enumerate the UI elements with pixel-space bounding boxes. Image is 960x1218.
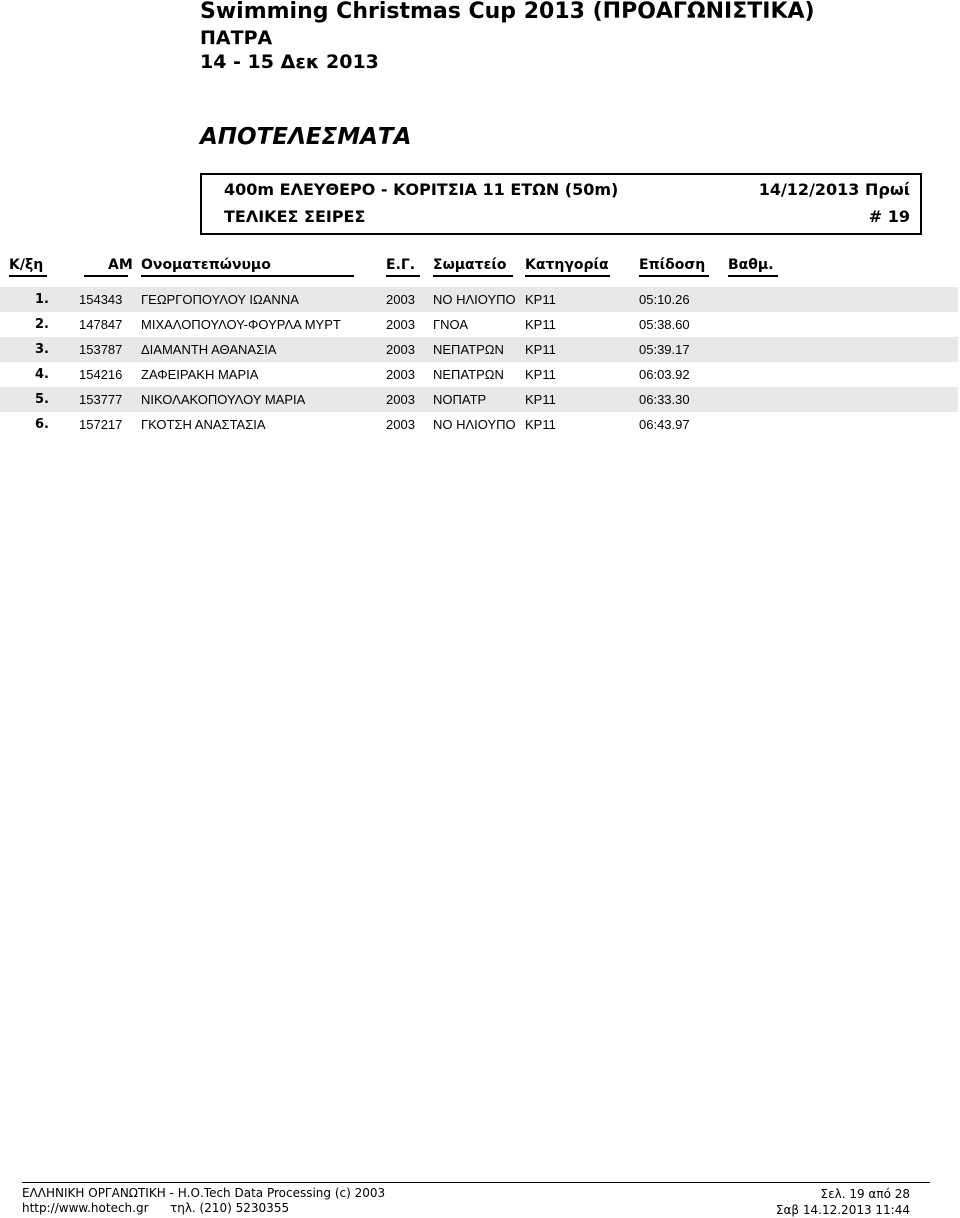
column-header-points: Βαθμ.	[728, 257, 774, 273]
event-round: ΤΕΛΙΚΕΣ ΣΕΙΡΕΣ	[224, 207, 366, 226]
event-number: # 19	[868, 207, 910, 226]
club-cell: ΝΟΠΑΤΡ	[433, 392, 487, 407]
column-underline	[639, 275, 709, 277]
time-cell: 05:38.60	[639, 317, 690, 332]
time-cell: 05:10.26	[639, 292, 690, 307]
column-header-birth-year: Ε.Γ.	[386, 257, 416, 273]
column-underline	[433, 275, 513, 277]
rank-cell: 5.	[35, 392, 49, 407]
am-cell: 153787	[79, 342, 123, 357]
am-cell: 154343	[79, 292, 123, 307]
table-row	[0, 412, 958, 437]
column-underline	[525, 275, 610, 277]
footer-divider	[22, 1182, 930, 1183]
footer-print-timestamp: Σαβ 14.12.2013 11:44	[775, 1203, 910, 1217]
footer-phone: τηλ. (210) 5230355	[170, 1201, 290, 1215]
name-cell: ΜΙΧΑΛΟΠΟΥΛΟΥ-ΦΟΥΡΛΑ ΜΥΡΤ	[141, 317, 341, 332]
column-header-am: ΑΜ	[108, 257, 133, 273]
event-date-session: 14/12/2013 Πρωί	[758, 180, 910, 199]
column-header-category: Κατηγορία	[525, 257, 609, 273]
footer-website[interactable]: http://www.hotech.gr	[22, 1201, 149, 1215]
category-cell: ΚΡ11	[525, 317, 556, 332]
column-header-time: Επίδοση	[639, 257, 706, 273]
table-row	[0, 287, 958, 312]
name-cell: ΔΙΑΜΑΝΤΗ ΑΘΑΝΑΣΙΑ	[141, 342, 277, 357]
birth-year-cell: 2003	[386, 367, 415, 382]
column-underline	[9, 275, 47, 277]
category-cell: ΚΡ11	[525, 342, 556, 357]
am-cell: 147847	[79, 317, 123, 332]
time-cell: 06:03.92	[639, 367, 690, 382]
category-cell: ΚΡ11	[525, 417, 556, 432]
table-row	[0, 362, 958, 387]
birth-year-cell: 2003	[386, 292, 415, 307]
rank-cell: 2.	[35, 317, 49, 332]
name-cell: ΓΕΩΡΓΟΠΟΥΛΟΥ ΙΩΑΝΝΑ	[141, 292, 299, 307]
event-name: 400m ΕΛΕΥΘΕΡΟ - ΚΟΡΙΤΣΙΑ 11 ΕΤΩΝ (50m)	[224, 180, 619, 199]
footer-page-number: Σελ. 19 από 28	[820, 1187, 910, 1201]
rank-cell: 1.	[35, 292, 49, 307]
rank-cell: 4.	[35, 367, 49, 382]
category-cell: ΚΡ11	[525, 292, 556, 307]
rank-cell: 6.	[35, 417, 49, 432]
table-row	[0, 387, 958, 412]
birth-year-cell: 2003	[386, 417, 415, 432]
column-header-rank: Κ/ξη	[9, 257, 44, 273]
time-cell: 05:39.17	[639, 342, 690, 357]
name-cell: ΖΑΦΕΙΡΑΚΗ ΜΑΡΙΑ	[141, 367, 259, 382]
meet-title: Swimming Christmas Cup 2013 (ΠΡΟΑΓΩΝΙΣΤΙΚΑ)	[200, 0, 815, 24]
birth-year-cell: 2003	[386, 342, 415, 357]
club-cell: ΝΕΠΑΤΡΩΝ	[433, 367, 504, 382]
column-header-club: Σωματείο	[433, 257, 507, 273]
time-cell: 06:43.97	[639, 417, 690, 432]
column-underline	[84, 275, 128, 277]
table-row	[0, 337, 958, 362]
category-cell: ΚΡ11	[525, 367, 556, 382]
am-cell: 154216	[79, 367, 123, 382]
birth-year-cell: 2003	[386, 317, 415, 332]
am-cell: 153777	[79, 392, 123, 407]
footer-company: ΕΛΛΗΝΙΚΗ ΟΡΓΑΝΩΤΙΚΗ - Η.Ο.Tech Data Processing (c) 2003	[22, 1186, 386, 1200]
club-cell: ΝΟ ΗΛΙΟΥΠΟ	[433, 417, 516, 432]
name-cell: ΝΙΚΟΛΑΚΟΠΟΥΛΟΥ ΜΑΡΙΑ	[141, 392, 306, 407]
rank-cell: 3.	[35, 342, 49, 357]
birth-year-cell: 2003	[386, 392, 415, 407]
results-heading: ΑΠΟΤΕΛΕΣΜΑΤΑ	[200, 124, 412, 150]
time-cell: 06:33.30	[639, 392, 690, 407]
category-cell: ΚΡ11	[525, 392, 556, 407]
column-header-name: Ονοματεπώνυμο	[141, 257, 271, 273]
event-info-box	[200, 173, 922, 235]
table-row	[0, 312, 958, 337]
am-cell: 157217	[79, 417, 123, 432]
club-cell: ΓΝΟΑ	[433, 317, 469, 332]
column-underline	[728, 275, 778, 277]
club-cell: ΝΟ ΗΛΙΟΥΠΟ	[433, 292, 516, 307]
name-cell: ΓΚΟΤΣΗ ΑΝΑΣΤΑΣΙΑ	[141, 417, 266, 432]
club-cell: ΝΕΠΑΤΡΩΝ	[433, 342, 504, 357]
meet-dates: 14 - 15 Δεκ 2013	[200, 51, 379, 73]
meet-city: ΠΑΤΡΑ	[200, 27, 273, 49]
column-underline	[386, 275, 420, 277]
column-underline	[141, 275, 354, 277]
